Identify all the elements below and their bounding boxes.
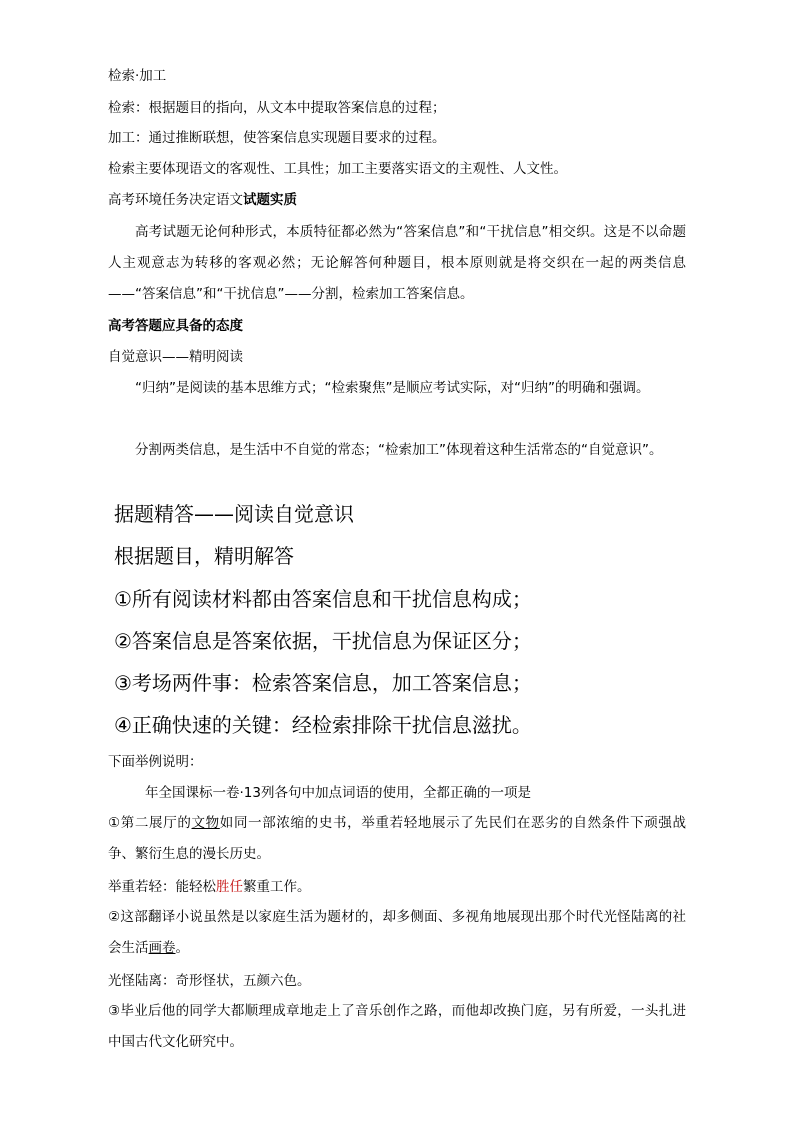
- section2-para1: “归纳”是阅读的基本思维方式；“检索聚焦”是顺应考试实际，对“归纳”的明确和强调。: [135, 380, 650, 396]
- example-note1: [108, 877, 688, 897]
- sentence1-pre: ①第二展厅的: [108, 815, 192, 831]
- slide-item2: ②答案信息是答案依据，干扰信息为保证区分；: [114, 629, 532, 653]
- slide-line1: 据题精答——阅读自觉意识: [114, 502, 354, 526]
- section2-heading: 高考答题应具备的态度: [108, 318, 243, 334]
- example-sentence3: ③毕业后他的同学大都顺理成章地走上了音乐创作之路，而他却改换门庭，另有所爱，一头扎进中国古代文化研究中。: [108, 1003, 686, 1050]
- example-note2: 光怪陆离：奇形怪状，五颜六色。: [108, 973, 311, 989]
- section1-heading-bold: 试题实质: [243, 192, 297, 208]
- slide-line2: 根据题目，精明解答: [114, 544, 294, 568]
- example-sentence2: [108, 902, 686, 964]
- sentence2-pre: ②这部翻译小说虽然是以家庭生活为题材的，却多侧面、多视角地展现出那个时代光怪陆离的社会生活: [108, 909, 686, 956]
- slide-item3: ③考场两件事：检索答案信息，加工答案信息；: [114, 671, 532, 695]
- section1-heading: [108, 190, 688, 210]
- sentence1-post: 如同一部浓缩的史书，举重若轻地展示了先民们在恶劣的自然条件下顽强战争、繁衍生息的漫长历史。: [108, 815, 687, 862]
- note1-post: 繁重工作。: [243, 879, 311, 895]
- example-intro: 下面举例说明：: [108, 754, 203, 770]
- definition-retrieve: 检索：根据题目的指向，从文本中提取答案信息的过程；: [108, 100, 446, 116]
- slide-item1: ①所有阅读材料都由答案信息和干扰信息构成；: [114, 587, 532, 611]
- slide-item4: ④正确快速的关键：经检索排除干扰信息滋扰。: [114, 713, 532, 737]
- sentence2-post: 。: [175, 940, 189, 956]
- note1-red-word: 胜任: [216, 879, 243, 895]
- section2-subheading: 自觉意识——精明阅读: [108, 349, 243, 365]
- sentence2-underlined-word: 画卷: [148, 940, 176, 956]
- section1-paragraph: 高考试题无论何种形式，本质特征都必然为“答案信息”和“干扰信息”相交织。这是不以命题人主观意志为转移的客观必然；无论解答何种题目，根本原则就是将交织在一起的两类信息——“答案信息”和“干扰信息”——分割，检索加工答案信息。: [108, 224, 686, 302]
- sentence1-underlined-word: 文物: [191, 815, 220, 831]
- definition-summary: 检索主要体现语文的客观性、工具性；加工主要落实语文的主观性、人文性。: [108, 161, 567, 177]
- section2-para2: 分割两类信息，是生活中不自觉的常态；“检索加工”体现着这种生活常态的“自觉意识”。: [135, 442, 663, 458]
- definition-process: 加工：通过推断联想，使答案信息实现题目要求的过程。: [108, 130, 446, 146]
- page-title: 检索·加工: [108, 68, 167, 84]
- section1-heading-plain: 高考环境任务决定语文: [108, 192, 243, 208]
- note1-pre: 举重若轻：能轻松: [108, 879, 216, 895]
- example-question: 年全国课标一卷·13列各句中加点词语的使用，全都正确的一项是: [145, 785, 531, 801]
- example-sentence1: [108, 808, 686, 870]
